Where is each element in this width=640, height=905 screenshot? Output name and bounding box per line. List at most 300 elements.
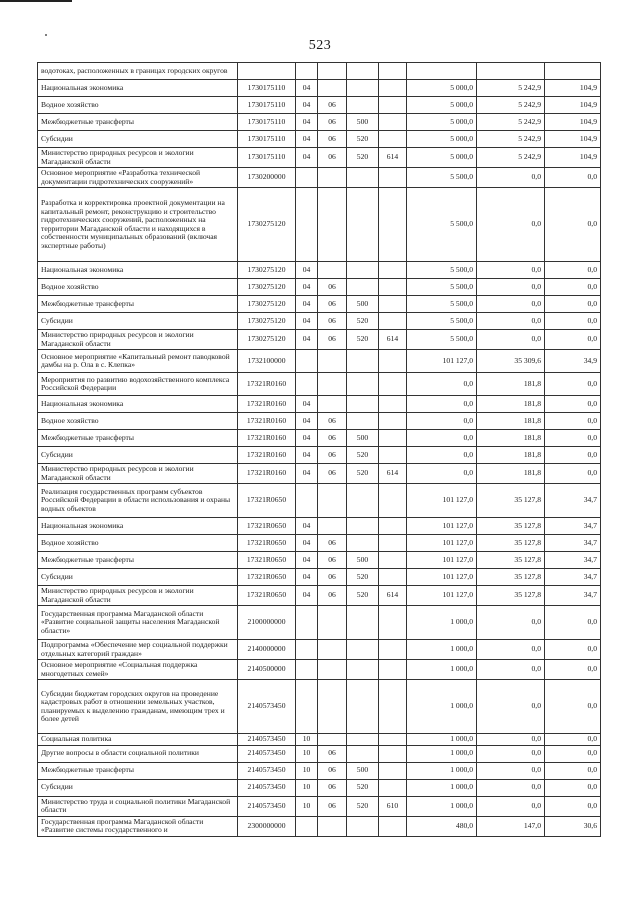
row-name: Министерство природных ресурсов и экологии Магаданской области bbox=[38, 330, 238, 350]
row-name: Субсидии bbox=[38, 131, 238, 148]
table-row bbox=[38, 552, 601, 569]
row-execution-percent: 34,7 bbox=[545, 535, 601, 552]
row-section: 04 bbox=[296, 586, 318, 606]
row-executed-amount: 0,0 bbox=[477, 606, 545, 640]
row-expense-type bbox=[347, 816, 379, 836]
row-code: 17321R0160 bbox=[238, 447, 296, 464]
row-section bbox=[296, 660, 318, 680]
row-name: водотоках, расположенных в границах городских округов bbox=[38, 63, 238, 80]
row-subsection: 06 bbox=[318, 97, 347, 114]
table-row bbox=[38, 168, 601, 188]
row-administrator bbox=[379, 262, 407, 279]
table-row bbox=[38, 660, 601, 680]
row-executed-amount: 147,0 bbox=[477, 816, 545, 836]
page-number: 523 bbox=[308, 38, 332, 53]
row-name: Государственная программа Магаданской области «Развитие системы государственного и bbox=[38, 816, 238, 836]
row-planned-amount: 5 000,0 bbox=[407, 97, 477, 114]
row-execution-percent: 0,0 bbox=[545, 168, 601, 188]
row-expense-type bbox=[347, 168, 379, 188]
row-execution-percent: 0,0 bbox=[545, 313, 601, 330]
row-administrator bbox=[379, 779, 407, 796]
row-subsection bbox=[318, 606, 347, 640]
row-executed-amount: 5 242,9 bbox=[477, 80, 545, 97]
row-code: 17321R0650 bbox=[238, 569, 296, 586]
row-section: 04 bbox=[296, 131, 318, 148]
row-subsection bbox=[318, 262, 347, 279]
row-subsection: 06 bbox=[318, 279, 347, 296]
row-subsection: 06 bbox=[318, 430, 347, 447]
table-row bbox=[38, 396, 601, 413]
row-executed-amount: 181,8 bbox=[477, 373, 545, 396]
row-subsection: 06 bbox=[318, 535, 347, 552]
row-execution-percent: 0,0 bbox=[545, 262, 601, 279]
row-executed-amount: 0,0 bbox=[477, 188, 545, 262]
row-subsection: 06 bbox=[318, 552, 347, 569]
row-administrator: 614 bbox=[379, 586, 407, 606]
row-name: Субсидии bbox=[38, 779, 238, 796]
row-name: Реализация государственных программ субъектов Российской Федерации в области использования и охраны водных объектов bbox=[38, 484, 238, 518]
row-execution-percent: 34,7 bbox=[545, 586, 601, 606]
table-row bbox=[38, 114, 601, 131]
row-executed-amount: 5 242,9 bbox=[477, 131, 545, 148]
row-administrator: 610 bbox=[379, 796, 407, 816]
row-execution-percent: 0,0 bbox=[545, 413, 601, 430]
row-administrator bbox=[379, 188, 407, 262]
table-row bbox=[38, 430, 601, 447]
row-subsection: 06 bbox=[318, 296, 347, 313]
row-execution-percent: 34,7 bbox=[545, 569, 601, 586]
row-expense-type bbox=[347, 734, 379, 746]
row-execution-percent: 34,9 bbox=[545, 350, 601, 373]
row-section: 04 bbox=[296, 413, 318, 430]
row-planned-amount: 1 000,0 bbox=[407, 779, 477, 796]
row-subsection bbox=[318, 640, 347, 660]
row-administrator bbox=[379, 114, 407, 131]
row-administrator bbox=[379, 350, 407, 373]
row-execution-percent: 0,0 bbox=[545, 796, 601, 816]
row-expense-type bbox=[347, 518, 379, 535]
row-expense-type: 520 bbox=[347, 796, 379, 816]
row-section: 04 bbox=[296, 330, 318, 350]
row-expense-type: 500 bbox=[347, 430, 379, 447]
row-name: Субсидии bbox=[38, 313, 238, 330]
row-execution-percent: 0,0 bbox=[545, 660, 601, 680]
row-planned-amount: 5 000,0 bbox=[407, 131, 477, 148]
row-expense-type: 500 bbox=[347, 552, 379, 569]
row-planned-amount: 0,0 bbox=[407, 447, 477, 464]
row-name: Основное мероприятие «Капитальный ремонт паводковой дамбы на р. Ола в с. Клепка» bbox=[38, 350, 238, 373]
row-subsection: 06 bbox=[318, 131, 347, 148]
row-expense-type: 520 bbox=[347, 330, 379, 350]
row-planned-amount: 1 000,0 bbox=[407, 745, 477, 762]
row-section: 04 bbox=[296, 430, 318, 447]
row-execution-percent: 0,0 bbox=[545, 430, 601, 447]
row-section: 04 bbox=[296, 296, 318, 313]
row-expense-type: 520 bbox=[347, 148, 379, 168]
row-expense-type: 520 bbox=[347, 586, 379, 606]
row-expense-type bbox=[347, 745, 379, 762]
table-row bbox=[38, 63, 601, 80]
row-expense-type bbox=[347, 97, 379, 114]
row-executed-amount: 181,8 bbox=[477, 396, 545, 413]
row-expense-type: 520 bbox=[347, 464, 379, 484]
row-subsection bbox=[318, 396, 347, 413]
row-subsection: 06 bbox=[318, 796, 347, 816]
row-execution-percent: 104,9 bbox=[545, 114, 601, 131]
row-administrator bbox=[379, 734, 407, 746]
row-section bbox=[296, 484, 318, 518]
row-code: 2140000000 bbox=[238, 640, 296, 660]
row-executed-amount bbox=[477, 63, 545, 80]
row-execution-percent bbox=[545, 63, 601, 80]
row-planned-amount: 0,0 bbox=[407, 396, 477, 413]
row-subsection bbox=[318, 188, 347, 262]
row-code: 1730275120 bbox=[238, 262, 296, 279]
row-subsection bbox=[318, 168, 347, 188]
row-executed-amount: 181,8 bbox=[477, 464, 545, 484]
row-subsection bbox=[318, 518, 347, 535]
row-expense-type bbox=[347, 396, 379, 413]
row-execution-percent: 0,0 bbox=[545, 734, 601, 746]
row-expense-type bbox=[347, 606, 379, 640]
row-planned-amount: 101 127,0 bbox=[407, 518, 477, 535]
row-section: 04 bbox=[296, 569, 318, 586]
row-expense-type bbox=[347, 413, 379, 430]
row-code: 1730175110 bbox=[238, 131, 296, 148]
row-administrator bbox=[379, 660, 407, 680]
row-section bbox=[296, 63, 318, 80]
row-subsection: 06 bbox=[318, 447, 347, 464]
row-name: Основное мероприятие «Разработка технической документации гидротехнических сооружений» bbox=[38, 168, 238, 188]
row-code: 2140573450 bbox=[238, 796, 296, 816]
row-planned-amount: 1 000,0 bbox=[407, 660, 477, 680]
row-executed-amount: 35 309,6 bbox=[477, 350, 545, 373]
row-section: 04 bbox=[296, 396, 318, 413]
row-execution-percent: 0,0 bbox=[545, 464, 601, 484]
row-code: 17321R0650 bbox=[238, 518, 296, 535]
row-code: 1730175110 bbox=[238, 97, 296, 114]
row-administrator bbox=[379, 396, 407, 413]
table-row bbox=[38, 586, 601, 606]
row-subsection bbox=[318, 484, 347, 518]
row-code: 1730175110 bbox=[238, 148, 296, 168]
row-section: 04 bbox=[296, 97, 318, 114]
row-executed-amount: 0,0 bbox=[477, 745, 545, 762]
row-expense-type bbox=[347, 484, 379, 518]
row-section: 04 bbox=[296, 80, 318, 97]
row-planned-amount: 101 127,0 bbox=[407, 535, 477, 552]
row-planned-amount: 5 500,0 bbox=[407, 188, 477, 262]
row-section: 10 bbox=[296, 745, 318, 762]
row-code: 17321R0160 bbox=[238, 373, 296, 396]
row-code: 2140573450 bbox=[238, 734, 296, 746]
row-administrator bbox=[379, 518, 407, 535]
row-executed-amount: 5 242,9 bbox=[477, 148, 545, 168]
table-row bbox=[38, 484, 601, 518]
row-planned-amount: 5 000,0 bbox=[407, 80, 477, 97]
table-row bbox=[38, 680, 601, 734]
row-section bbox=[296, 606, 318, 640]
row-administrator bbox=[379, 296, 407, 313]
row-execution-percent: 0,0 bbox=[545, 745, 601, 762]
row-execution-percent: 0,0 bbox=[545, 296, 601, 313]
row-section: 04 bbox=[296, 262, 318, 279]
row-name: Межбюджетные трансферты bbox=[38, 430, 238, 447]
row-execution-percent: 34,7 bbox=[545, 484, 601, 518]
table-row bbox=[38, 606, 601, 640]
row-code: 1732100000 bbox=[238, 350, 296, 373]
row-name: Национальная экономика bbox=[38, 518, 238, 535]
row-section bbox=[296, 168, 318, 188]
row-execution-percent: 104,9 bbox=[545, 97, 601, 114]
row-expense-type: 500 bbox=[347, 296, 379, 313]
row-planned-amount: 0,0 bbox=[407, 373, 477, 396]
table-row bbox=[38, 313, 601, 330]
row-expense-type: 520 bbox=[347, 447, 379, 464]
row-section: 04 bbox=[296, 279, 318, 296]
row-expense-type: 500 bbox=[347, 114, 379, 131]
row-subsection bbox=[318, 660, 347, 680]
row-code: 1730275120 bbox=[238, 279, 296, 296]
row-expense-type: 520 bbox=[347, 313, 379, 330]
row-code: 2140573450 bbox=[238, 779, 296, 796]
top-rule bbox=[0, 0, 72, 2]
row-section: 04 bbox=[296, 114, 318, 131]
row-planned-amount: 5 000,0 bbox=[407, 114, 477, 131]
row-executed-amount: 5 242,9 bbox=[477, 114, 545, 131]
scan-dot bbox=[45, 34, 47, 36]
row-name: Национальная экономика bbox=[38, 262, 238, 279]
row-subsection bbox=[318, 350, 347, 373]
row-administrator bbox=[379, 430, 407, 447]
row-code: 1730275120 bbox=[238, 188, 296, 262]
table-row bbox=[38, 518, 601, 535]
row-code: 2140573450 bbox=[238, 762, 296, 779]
row-planned-amount: 1 000,0 bbox=[407, 796, 477, 816]
row-code: 1730275120 bbox=[238, 296, 296, 313]
row-section: 04 bbox=[296, 464, 318, 484]
row-name: Другие вопросы в области социальной политики bbox=[38, 745, 238, 762]
row-execution-percent: 0,0 bbox=[545, 396, 601, 413]
row-code: 17321R0650 bbox=[238, 552, 296, 569]
row-section: 10 bbox=[296, 796, 318, 816]
table-row bbox=[38, 188, 601, 262]
row-subsection: 06 bbox=[318, 779, 347, 796]
row-execution-percent: 0,0 bbox=[545, 447, 601, 464]
row-section: 04 bbox=[296, 313, 318, 330]
row-subsection bbox=[318, 680, 347, 734]
row-execution-percent: 34,7 bbox=[545, 552, 601, 569]
row-code: 17321R0160 bbox=[238, 396, 296, 413]
row-administrator: 614 bbox=[379, 148, 407, 168]
row-planned-amount: 101 127,0 bbox=[407, 484, 477, 518]
row-subsection: 06 bbox=[318, 586, 347, 606]
table-row bbox=[38, 762, 601, 779]
row-section: 10 bbox=[296, 762, 318, 779]
row-name: Государственная программа Магаданской области «Развитие социальной защиты населения Магаданской области» bbox=[38, 606, 238, 640]
row-expense-type bbox=[347, 262, 379, 279]
row-planned-amount: 1 000,0 bbox=[407, 734, 477, 746]
row-expense-type bbox=[347, 660, 379, 680]
row-administrator bbox=[379, 63, 407, 80]
row-planned-amount: 101 127,0 bbox=[407, 350, 477, 373]
row-execution-percent: 0,0 bbox=[545, 330, 601, 350]
row-planned-amount: 5 500,0 bbox=[407, 262, 477, 279]
row-section: 10 bbox=[296, 779, 318, 796]
row-section: 04 bbox=[296, 148, 318, 168]
table-row bbox=[38, 413, 601, 430]
row-execution-percent: 104,9 bbox=[545, 148, 601, 168]
row-execution-percent: 104,9 bbox=[545, 80, 601, 97]
row-subsection: 06 bbox=[318, 114, 347, 131]
row-planned-amount: 5 500,0 bbox=[407, 330, 477, 350]
table-row bbox=[38, 447, 601, 464]
row-planned-amount: 480,0 bbox=[407, 816, 477, 836]
table-row bbox=[38, 279, 601, 296]
row-executed-amount: 0,0 bbox=[477, 660, 545, 680]
row-code bbox=[238, 63, 296, 80]
budget-table bbox=[37, 62, 601, 837]
row-execution-percent: 104,9 bbox=[545, 131, 601, 148]
row-administrator bbox=[379, 279, 407, 296]
row-name: Подпрограмма «Обеспечение мер социальной поддержки отдельных категорий граждан» bbox=[38, 640, 238, 660]
table-row bbox=[38, 734, 601, 746]
row-administrator bbox=[379, 168, 407, 188]
row-subsection: 06 bbox=[318, 464, 347, 484]
row-execution-percent: 0,0 bbox=[545, 606, 601, 640]
row-executed-amount: 181,8 bbox=[477, 430, 545, 447]
row-expense-type bbox=[347, 535, 379, 552]
row-administrator bbox=[379, 762, 407, 779]
row-section: 04 bbox=[296, 552, 318, 569]
row-name: Межбюджетные трансферты bbox=[38, 114, 238, 131]
row-administrator bbox=[379, 569, 407, 586]
row-section: 04 bbox=[296, 447, 318, 464]
row-executed-amount: 0,0 bbox=[477, 168, 545, 188]
row-code: 17321R0650 bbox=[238, 535, 296, 552]
table-row bbox=[38, 796, 601, 816]
row-name: Межбюджетные трансферты bbox=[38, 552, 238, 569]
row-executed-amount: 0,0 bbox=[477, 779, 545, 796]
row-name: Водное хозяйство bbox=[38, 97, 238, 114]
table-row bbox=[38, 350, 601, 373]
row-executed-amount: 35 127,8 bbox=[477, 518, 545, 535]
row-expense-type bbox=[347, 680, 379, 734]
row-administrator: 614 bbox=[379, 330, 407, 350]
row-code: 17321R0160 bbox=[238, 430, 296, 447]
row-executed-amount: 5 242,9 bbox=[477, 97, 545, 114]
row-expense-type bbox=[347, 188, 379, 262]
row-administrator bbox=[379, 552, 407, 569]
row-administrator bbox=[379, 680, 407, 734]
row-administrator: 614 bbox=[379, 464, 407, 484]
row-subsection: 06 bbox=[318, 413, 347, 430]
row-executed-amount: 35 127,8 bbox=[477, 484, 545, 518]
row-name: Основное мероприятие «Социальная поддержка многодетных семей» bbox=[38, 660, 238, 680]
row-section: 04 bbox=[296, 518, 318, 535]
row-subsection bbox=[318, 816, 347, 836]
row-planned-amount: 0,0 bbox=[407, 464, 477, 484]
table-row bbox=[38, 745, 601, 762]
row-executed-amount: 0,0 bbox=[477, 796, 545, 816]
row-administrator bbox=[379, 816, 407, 836]
row-expense-type bbox=[347, 640, 379, 660]
row-administrator bbox=[379, 745, 407, 762]
row-administrator bbox=[379, 413, 407, 430]
row-planned-amount: 0,0 bbox=[407, 430, 477, 447]
row-section: 10 bbox=[296, 734, 318, 746]
table-row bbox=[38, 80, 601, 97]
row-planned-amount: 1 000,0 bbox=[407, 640, 477, 660]
table-row bbox=[38, 816, 601, 836]
row-subsection: 06 bbox=[318, 569, 347, 586]
row-name: Национальная экономика bbox=[38, 80, 238, 97]
row-section: 04 bbox=[296, 535, 318, 552]
row-planned-amount: 101 127,0 bbox=[407, 586, 477, 606]
row-expense-type bbox=[347, 373, 379, 396]
table-row bbox=[38, 464, 601, 484]
table-row bbox=[38, 131, 601, 148]
row-name: Национальная экономика bbox=[38, 396, 238, 413]
row-executed-amount: 0,0 bbox=[477, 313, 545, 330]
table-row bbox=[38, 779, 601, 796]
row-code: 2100000000 bbox=[238, 606, 296, 640]
row-planned-amount: 0,0 bbox=[407, 413, 477, 430]
row-subsection: 06 bbox=[318, 148, 347, 168]
row-executed-amount: 0,0 bbox=[477, 279, 545, 296]
row-executed-amount: 35 127,8 bbox=[477, 586, 545, 606]
row-executed-amount: 35 127,8 bbox=[477, 569, 545, 586]
row-code: 17321R0160 bbox=[238, 464, 296, 484]
row-name: Межбюджетные трансферты bbox=[38, 762, 238, 779]
row-name: Мероприятия по развитию водохозяйственного комплекса Российской Федерации bbox=[38, 373, 238, 396]
row-section bbox=[296, 680, 318, 734]
row-subsection bbox=[318, 373, 347, 396]
row-code: 2300000000 bbox=[238, 816, 296, 836]
row-executed-amount: 35 127,8 bbox=[477, 552, 545, 569]
row-subsection: 06 bbox=[318, 762, 347, 779]
row-name: Водное хозяйство bbox=[38, 413, 238, 430]
row-name: Министерство природных ресурсов и экологии Магаданской области bbox=[38, 464, 238, 484]
table-row bbox=[38, 640, 601, 660]
row-name: Министерство труда и социальной политики Магаданской области bbox=[38, 796, 238, 816]
row-executed-amount: 181,8 bbox=[477, 447, 545, 464]
table-row bbox=[38, 330, 601, 350]
table-row bbox=[38, 97, 601, 114]
row-executed-amount: 181,8 bbox=[477, 413, 545, 430]
row-code: 1730200000 bbox=[238, 168, 296, 188]
row-expense-type bbox=[347, 80, 379, 97]
row-execution-percent: 0,0 bbox=[545, 640, 601, 660]
row-planned-amount: 5 500,0 bbox=[407, 313, 477, 330]
row-planned-amount bbox=[407, 63, 477, 80]
row-execution-percent: 0,0 bbox=[545, 279, 601, 296]
row-name: Субсидии bbox=[38, 447, 238, 464]
row-code: 1730275120 bbox=[238, 313, 296, 330]
row-subsection: 06 bbox=[318, 313, 347, 330]
row-execution-percent: 0,0 bbox=[545, 373, 601, 396]
row-code: 17321R0160 bbox=[238, 413, 296, 430]
row-subsection bbox=[318, 80, 347, 97]
row-code: 1730275120 bbox=[238, 330, 296, 350]
row-planned-amount: 5 500,0 bbox=[407, 168, 477, 188]
row-planned-amount: 1 000,0 bbox=[407, 762, 477, 779]
row-administrator bbox=[379, 373, 407, 396]
row-name: Субсидии bbox=[38, 569, 238, 586]
row-administrator bbox=[379, 447, 407, 464]
row-planned-amount: 101 127,0 bbox=[407, 552, 477, 569]
row-section bbox=[296, 350, 318, 373]
